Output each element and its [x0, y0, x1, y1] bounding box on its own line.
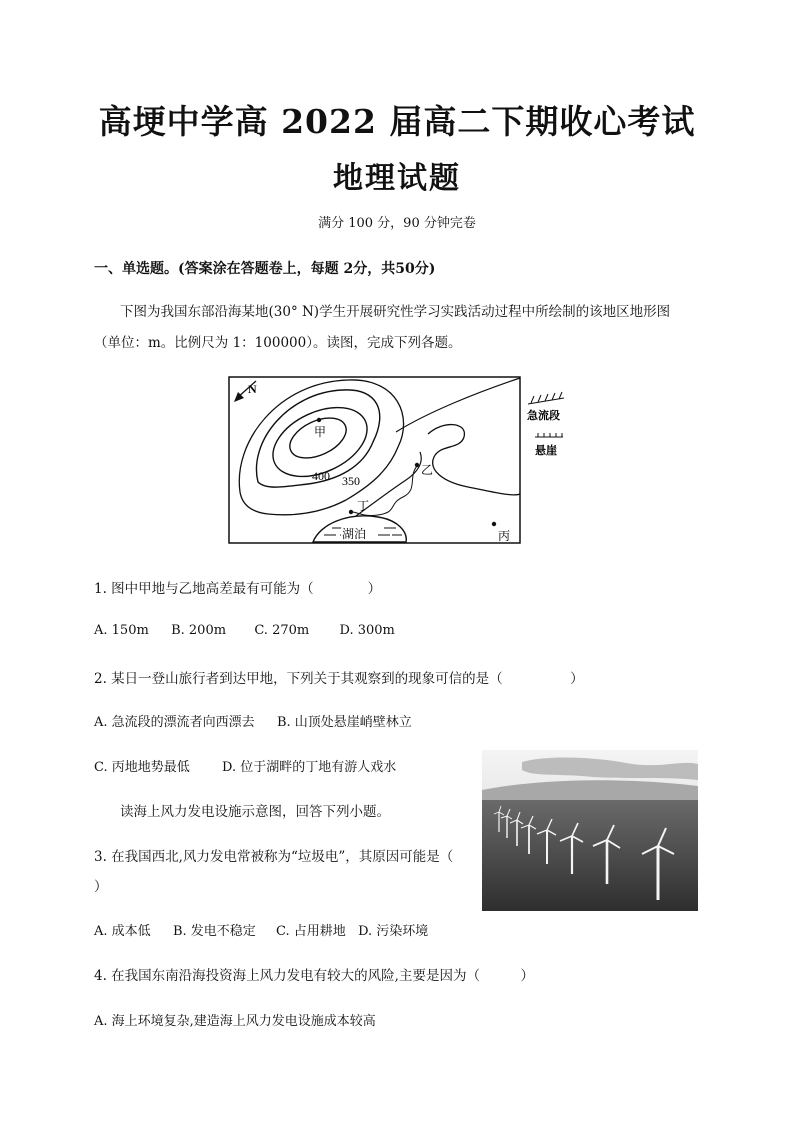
score-time-info: 满分 100 分，90 分钟完卷: [318, 216, 476, 231]
legend-cliff-label: 悬崖: [535, 444, 557, 457]
question-3-stem-line2: ）: [94, 879, 108, 895]
q3-option-b: B. 发电不稳定: [172, 924, 256, 939]
label-contour-400: 400: [312, 469, 330, 483]
q2-option-d: D. 位于湖畔的丁地有游人戏水: [222, 760, 397, 775]
q2-option-c: C. 丙地地势最低: [94, 760, 190, 775]
question-3-options: [94, 920, 428, 939]
offshore-wind-photo: [482, 750, 698, 911]
question-2-stem: 2. 某日一登山旅行者到达甲地，下列关于其观察到的现象可信的是（ ）: [94, 671, 584, 687]
q2-option-b: B. 山顶处悬崖峭壁林立: [276, 715, 412, 730]
label-lake: 湖泊: [342, 527, 367, 541]
exam-title: 高埂中学高 2022 届高二下期收心考试: [98, 102, 696, 141]
intro-line-2: （单位：m。比例尺为 1：100000）。读图，完成下列各题。: [94, 335, 462, 351]
exam-subtitle: 地理试题: [333, 161, 461, 196]
question-2-options-row1: [94, 711, 412, 730]
question-1-options: [94, 623, 395, 638]
question-4-stem: 4. 在我国东南沿海投资海上风力发电有较大的风险,主要是因为（ ）: [94, 968, 534, 984]
intro-line-1: 下图为我国东部沿海某地(30° N)学生开展研究性学习实践活动过程中所绘制的该地区地形图: [120, 304, 671, 320]
north-label: N: [248, 382, 257, 396]
label-contour-350: 350: [342, 474, 360, 488]
q1-option-a: A. 150m: [94, 623, 149, 638]
legend-rapids-label: 急流段: [527, 409, 560, 422]
q3-option-d: D. 污染环境: [358, 924, 429, 939]
q3-option-c: C. 占用耕地: [276, 924, 346, 939]
section-heading: 一、单选题。(答案涂在答题卷上，每题 2分，共50分): [94, 261, 436, 277]
legend-cliff-symbol: [535, 433, 563, 437]
q3-option-a: A. 成本低: [94, 924, 151, 939]
label-jia: 甲: [314, 425, 327, 439]
question-2-options-row2: [94, 756, 396, 775]
point-ding: [349, 510, 353, 514]
q2-option-a: A. 急流段的漂流者向西漂去: [94, 715, 255, 730]
wind-power-intro: 读海上风力发电设施示意图，回答下列小题。: [120, 804, 390, 820]
q1-option-c: C. 270m: [254, 623, 310, 638]
photo-sea: [482, 800, 698, 911]
point-yi: [415, 463, 419, 467]
q1-option-d: D. 300m: [339, 623, 395, 638]
q1-option-b: B. 200m: [171, 623, 227, 638]
label-ding: 丁: [357, 499, 370, 513]
question-3-stem-line1: 3. 在我国西北,风力发电常被称为“垃圾电”，其原因可能是（: [94, 849, 454, 865]
topographic-map: [228, 372, 578, 547]
label-yi: 乙: [421, 463, 434, 477]
label-bing: 丙: [498, 529, 511, 543]
q4-option-a: A. 海上环境复杂,建造海上风力发电设施成本较高: [94, 1014, 376, 1029]
legend-rapids-symbol: [528, 392, 564, 404]
question-1-stem: 1. 图中甲地与乙地高差最有可能为（ ）: [94, 581, 382, 597]
point-bing: [492, 522, 496, 526]
point-jia: [317, 418, 321, 422]
